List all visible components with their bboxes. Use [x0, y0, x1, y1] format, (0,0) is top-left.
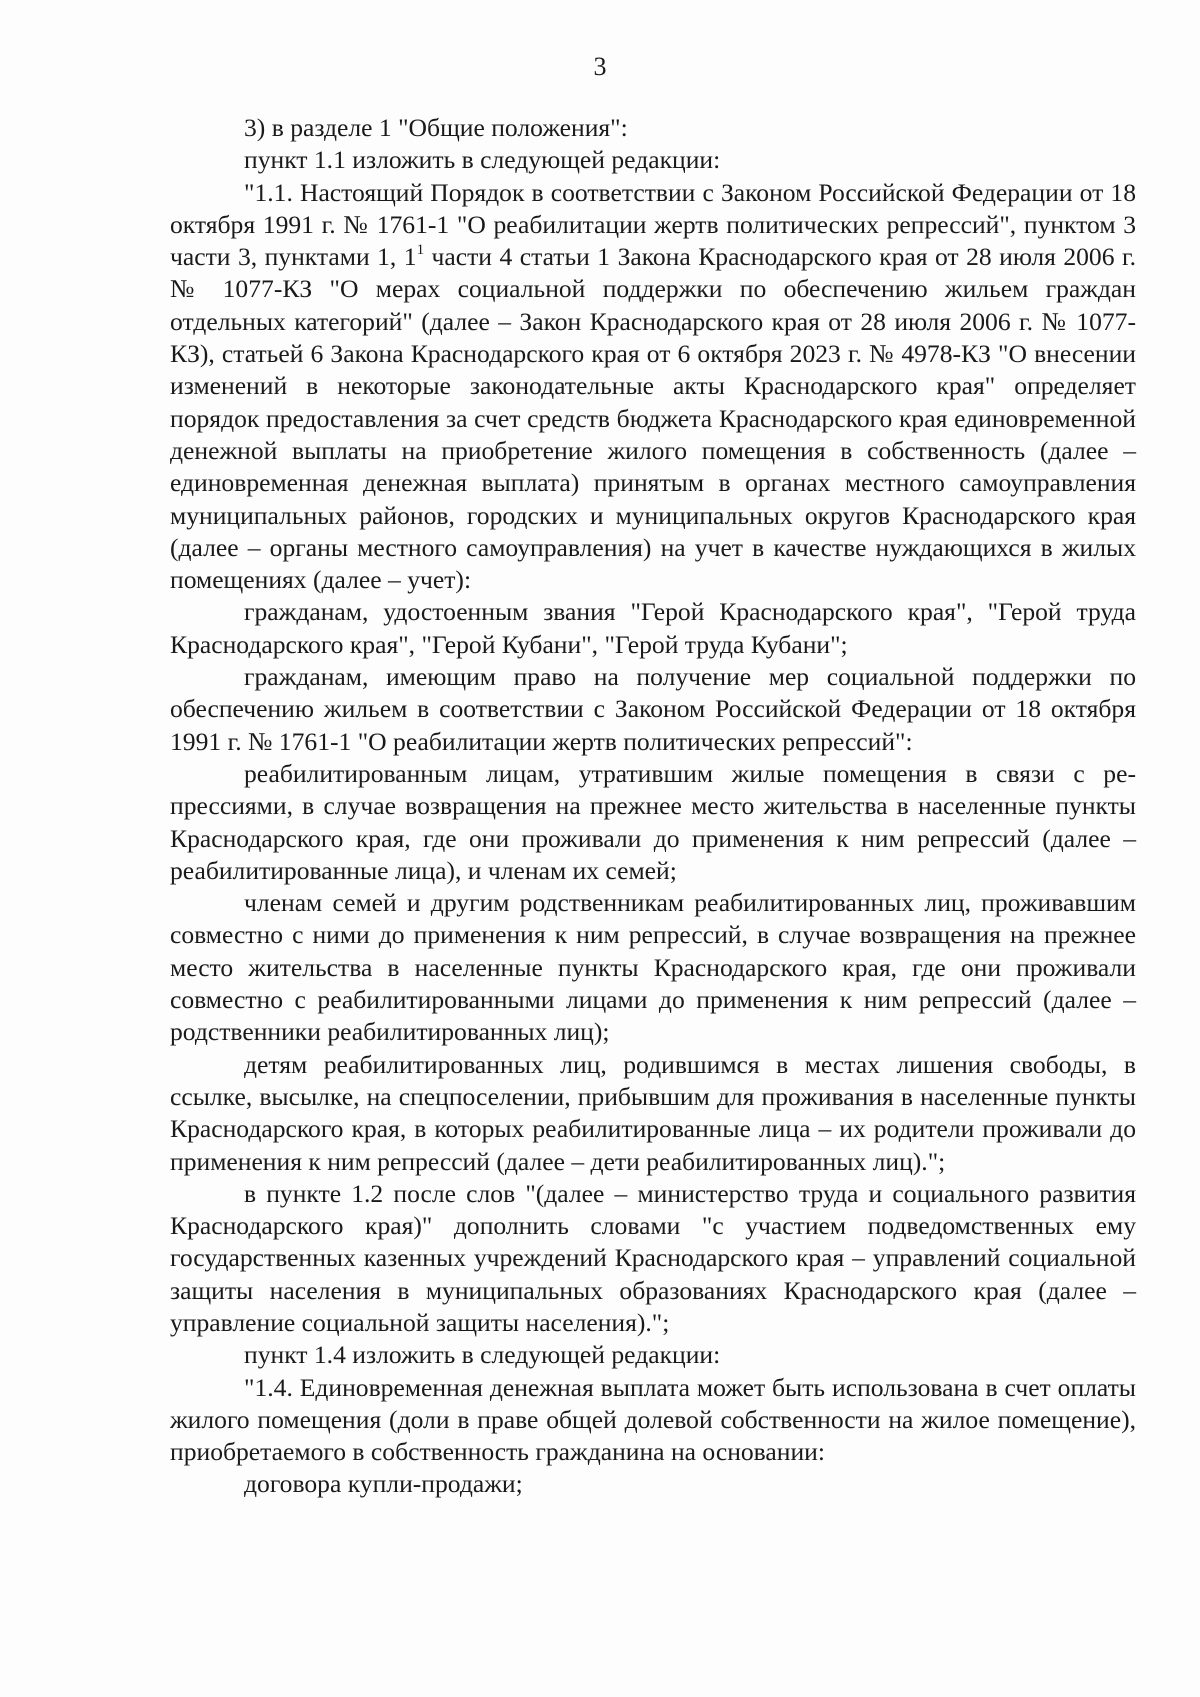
paragraph-children: детям реабилитированных лиц, родившимся в местах лишения свободы, в ссылке, высылке, на спецпоселении, прибывшим для проживания в населенные пункты Краснодарского края, в которых реабилитированные лица – их родители проживали до применения к ним репрессий (далее – дети реабилитированных лиц)."; [170, 1049, 1136, 1176]
paragraph-purchase-contract: договора купли-продажи; [244, 1469, 523, 1499]
paragraph-relatives: членам семей и другим родственникам реабилитированных лиц, проживавшим совместно с ними до применения к ним репрессий, в случае возвращения на прежнее место жительства в населенные пункты Краснодарского края, где они проживали совместно с реабилитированными лицами до применения к ним репрессий (далее – родственники реабилитированных лиц); [170, 888, 1136, 1047]
paragraph-social-support: гражданам, имеющим право на получение мер социальной поддержки по обеспечению жильем в соответствии с Законом Российской Федерации от 18 октября 1991 г. № 1761-1 "О реабилитации жертв политических репрессий": [170, 662, 1136, 756]
paragraph-item-1-4-intro: пункт 1.4 изложить в следующей редакции: [244, 1340, 721, 1370]
paragraph-heroes: гражданам, удостоенным звания "Герой Краснодарского края", "Герой труда Краснодарского края", "Герой Кубани", "Герой труда Кубани"; [170, 597, 1136, 659]
paragraph-item-1-4-text: "1.4. Единовременная денежная выплата может быть использована в счет оплаты жилого помещения (доли в праве общей долевой собственности на жилое помещение), приобретаемого в собственность гражданина на основании: [170, 1372, 1136, 1467]
paragraph-item-1-2: в пункте 1.2 после слов "(далее – министерство труда и социального развития Краснодарского края)" дополнить словами "с участием подведомственных ему государственных казенных учреждений Краснодарского края – управлений социальной защиты населения в муниципальных образованиях Краснодарского края (далее – управление социальной защиты населения)."; [170, 1178, 1136, 1337]
paragraph-rehabilitated: реабилитированным лицам, утратившим жилые помещения в связи с репрессиями, в случае возвращения на прежнее место жительства в населенные пункты Краснодарского края, где они проживали до применения к ним репрессий (далее – реабилитированные лица), и членам их семей; [170, 758, 1136, 885]
paragraph-item-1-1-text-part2: части 4 статьи 1 Закона Краснодарского края от 28 июля 2006 г. № 1077-КЗ "О мерах социальной поддержки по обеспечению жильем граждан отдельных категорий" (далее – Закон Краснодарского края от 28 июля 2006 г. № 1077-КЗ), статьей 6 Закона Краснодарского края от 6 октября 2023 г. № 4978-КЗ "О внесении изменений в некоторые законодательные акты Краснодарского края" определяет порядок предоставления за счет средств бюджета Краснодарского края единовременной денежной выплаты на приобретение жилого помещения в собственность (далее – единовременная денежная выплата) принятым в органах местного самоуправления муниципальных районов, городских и муниципальных округов Краснодарского края (далее – органы местного самоуправления) на учет в качестве нуждающихся в жилых помещениях (далее – учет): [170, 242, 1136, 595]
paragraph-item-1-1-intro: пункт 1.1 изложить в следующей редакции: [244, 145, 721, 175]
document-body [170, 112, 1136, 1501]
page-number: 3 [593, 52, 607, 81]
paragraph-item-1-1-text [170, 177, 1136, 597]
superscript-1: 1 [416, 242, 425, 259]
paragraph-section-1-heading: 3) в разделе 1 "Общие положения": [244, 113, 628, 142]
paragraph-item-1-1-text-part1: "1.1. Настоящий Порядок в соответствии с Законом Российской Федерации от 18 октября 1991 г. № 1761-1 "О реабилитации жертв политических репрессий", пунктом 3 части 3, пунктами 1, 1 [170, 177, 1136, 272]
